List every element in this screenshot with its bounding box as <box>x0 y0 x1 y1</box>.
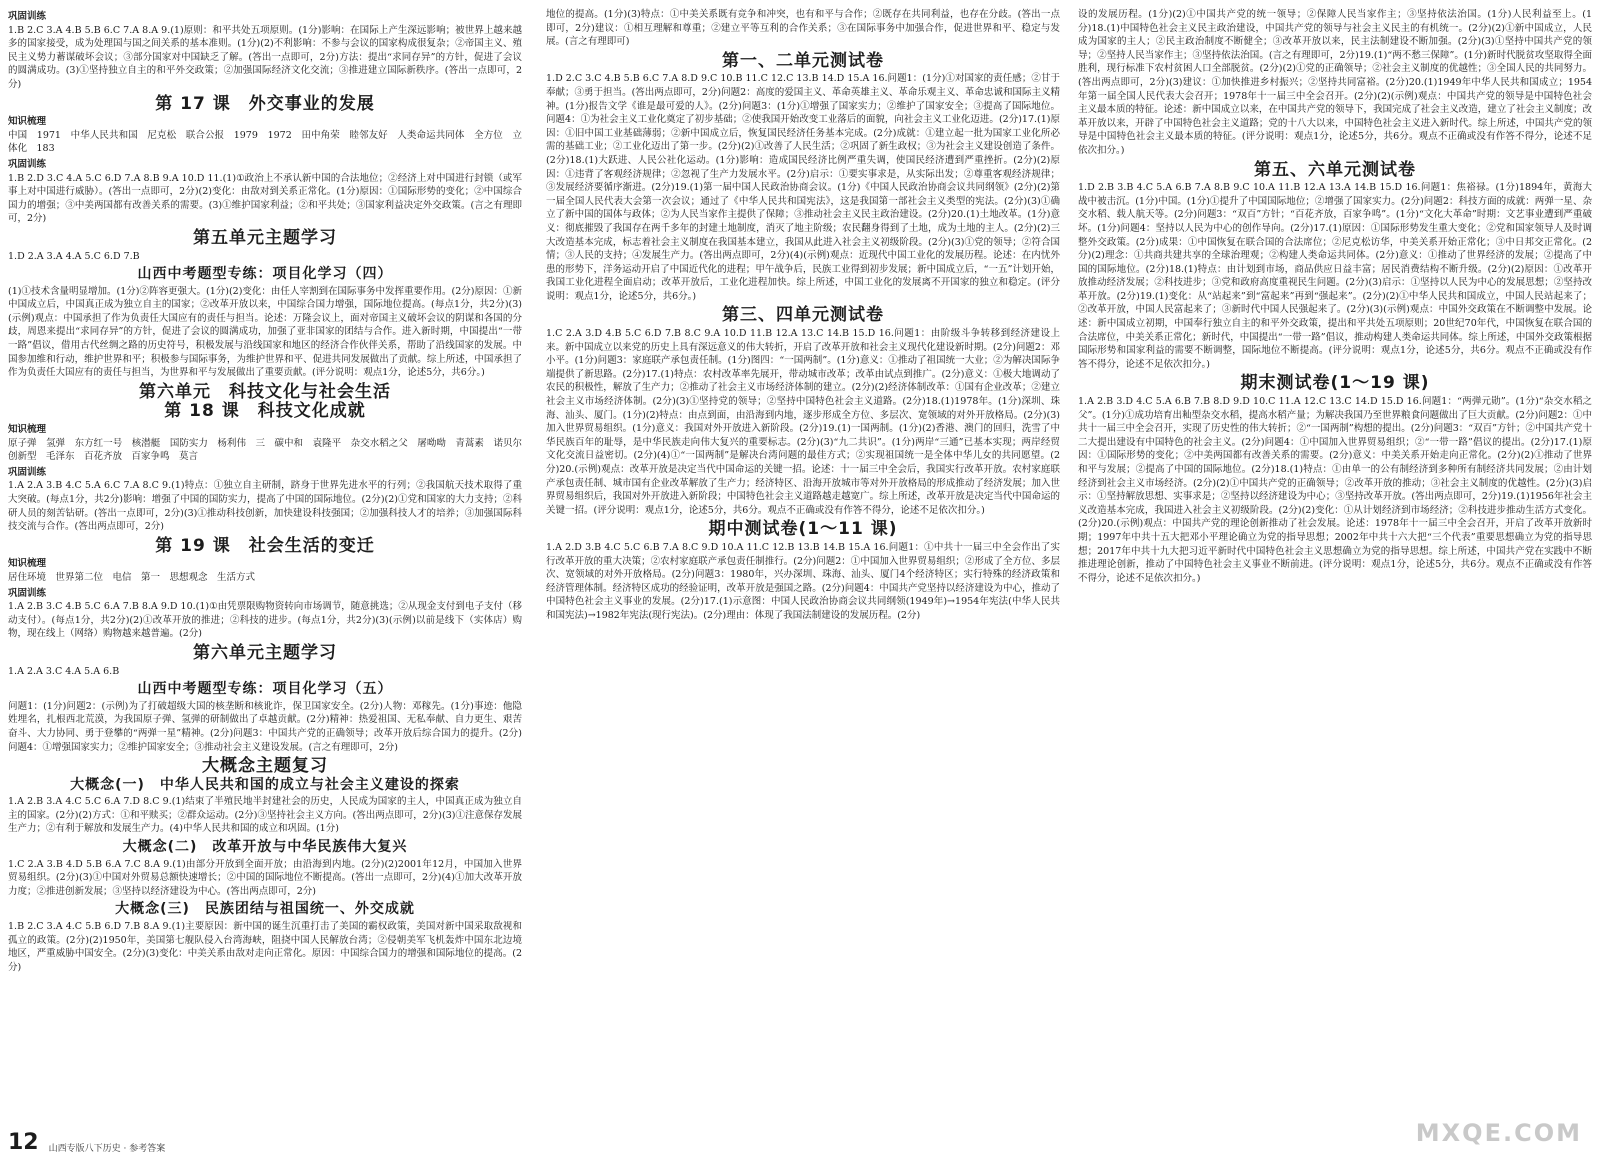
section-label: 巩固训练 <box>8 11 47 22</box>
section-heading: 期末测试卷(1～19 课) <box>1240 373 1430 394</box>
section-label: 巩固训练 <box>8 466 47 478</box>
section-heading: 第 17 课 外交事业的发展 <box>155 93 375 114</box>
sub-heading: 大概念(二) 改革开放与中华民族伟大复兴 <box>122 839 408 856</box>
section-label: 知识梳理 <box>8 558 47 570</box>
column-left <box>8 8 532 1128</box>
footer-text: 山西专版八下历史 · 参考答案 <box>48 1144 166 1154</box>
answer-paragraph: 中国 1971 中华人民共和国 尼克松 联合公报 1979 1972 田中角荣 睦邻友好 人类命运共同体 全方位 立体化 183 <box>8 129 522 155</box>
answer-paragraph: 设的发展历程。(1分)(2)①中国共产党的统一领导；②保障人民当家作主；③坚持依法治国。(1分)人民利益至上。(1分)18.(1)中国特色社会主义民主政治建设，中国共产党的领导与社会主义民主的有机统一。(2分)(2)①新中国成立，人民成为国家的主人；②民主政治制度不断健全；③改革开放以来，民主法制建设不断加强。(2分)(3)①坚持中国共产党的领导；②坚持人民当家作主；③坚持依法治国。(言之有理即可，2分)19.(1)“两不愁三保障”。(1分)新时代脱贫攻坚取得全面胜利，现行标准下农村贫困人口全部脱贫。(2分)(2)①党的正确领导；②社会主义制度的优越性；③全国人民的共同努力。(答出两点即可，2分)(3)建议：①加快推进乡村振兴；②坚持共同富裕。(2分)20.(1)1949年中华人民共和国成立；1954年第一届全国人民代表大会召开；1978年十一届三中全会召开。(2分)(2)(示例)观点：中国共产党的领导是中国特色社会主义最本质的特征。论述：新中国成立以来，在中国共产党的领导下，我国完成了社会主义改造，建立了社会主义制度；改革开放以来，开辟了中国特色社会主义道路；党的十八大以来，中国特色社会主义进入新时代。综上所述，中国共产党的领导是中国特色社会主义最本质的特征。(评分说明：观点1分，论述5分，共6分。观点不正确或没有作答不得分，论述不足依次扣分。) <box>1078 9 1592 156</box>
answer-paragraph: 1.B 2.D 3.C 4.A 5.C 6.D 7.A 8.B 9.A 10.D 11.(1)①政治上不承认新中国的合法地位；②经济上对中国进行封锁（或军事上对中国进行威胁）。(答出一点即可，2分)(2)变化：由敌对到关系正常化。(1分)原因：①国际形势的变化；②中国综合国力的增强；③中美两国都有改善关系的需要。(3)①维护国家利益；②和平共处；③国家利益决定外交政策。(言之有理即可，2分) <box>8 172 522 225</box>
section-label: 巩固训练 <box>8 587 47 599</box>
section-heading: 第五、六单元测试卷 <box>1254 159 1416 180</box>
section-heading: 第五单元主题学习 <box>193 227 337 248</box>
sub-heading: 大概念(一) 中华人民共和国的成立与社会主义建设的探索 <box>70 776 460 793</box>
answer-paragraph: (1)①技术含量明显增加。(1分)②阵容更强大。(1分)(2)变化：由任人宰割到在国际事务中发挥重要作用。(2分)原因：①新中国成立后，中国真正成为独立自主的国家；②改革开放以来，中国综合国力增强，国际地位提高。(每点1分，共2分)(3)(示例)观点：中国承担了作为负责任大国应有的责任与担当。论述：万隆会议上，面对帝国主义破坏会议的阴谋和各国的分歧，周恩来提出“求同存异”的方针，促进了会议的圆满成功，加强了亚非国家的团结与合作。进入新时期，中国提出“一带一路”倡议，借用古代丝绸之路的历史符号，积极发展与沿线国家和地区的经济合作伙伴关系，帮助了沿线国家的发展。中国参加维和行动，维护世界和平；积极参与国际事务，为维护世界和平、促进共同发展做出了贡献。综上所述，中国承担了作为负责任大国应有的责任与担当，为世界和平与发展做出了重要贡献。(评分说明：观点1分，论述5分，共6分。) <box>8 285 522 379</box>
answer-paragraph: 1.A 2.B 3.A 4.C 5.C 6.A 7.D 8.C 9.(1)结束了半殖民地半封建社会的历史，人民成为国家的主人，中国真正成为独立自主的国家。(2分)(2)方式：①和平赎买；②群众运动。(2分)③坚持社会主义方向。(答出两点即可，2分)(3)①注意保存发展生产力；②有利于解放和发展生产力。(4)中华人民共和国的成立和巩固。(1分) <box>8 796 522 835</box>
watermark-text: MXQE.COM <box>1415 1119 1582 1147</box>
page-footer <box>8 1132 165 1154</box>
column-middle <box>546 8 1060 1128</box>
answer-paragraph: 居住环境 世界第二位 电信 第一 思想观念 生活方式 <box>8 571 256 583</box>
answer-paragraph: 1.A 2.A 3.C 4.A 5.A 6.B <box>8 665 120 677</box>
answer-paragraph: 1.A 2.D 3.B 4.C 5.C 6.B 7.A 8.C 9.D 10.A 11.C 12.B 13.B 14.B 15.A 16.问题1：①中共十一届三中全会作出了实行改革开放的重大决策；②农村家庭联产承包责任制推行。(2分)问题2：①中国加入世界贸易组织；②形成了全方位、多层次、宽领域的对外开放格局。(2分)问题3：1980年，兴办深圳、珠海、汕头、厦门4个经济特区；实行特殊的经济政策和经济管理体制。经济特区成功的经验证明，改革开放是强国之路。(2分)问题4：中国共产党坚持以经济建设为中心，推动了中国特色社会主义事业的发展。(2分)17.(1)示意图：中国人民政治协商会议共同纲领(1949年)→1954年宪法(中华人民共和国宪法)→1982年宪法(现行宪法)。(2分)理由：体现了我国法制建设的发展历程。(2分) <box>546 541 1060 621</box>
section-heading: 第 18 课 科技文化成就 <box>164 401 366 422</box>
section-heading: 第三、四单元测试卷 <box>722 305 884 326</box>
section-label: 巩固训练 <box>8 158 47 170</box>
answer-paragraph: 1.B 2.C 3.A 4.C 5.B 6.D 7.B 8.A 9.(1)主要原因：新中国的诞生沉重打击了美国的霸权政策，美国对新中国采取敌视和孤立的政策。(2分)(2)1950年，美国第七舰队侵入台湾海峡，阻挠中国人民解放台湾；②侵朝美军飞机轰炸中国东北边境地区，严重威胁中国安全。(2分)(3)变化：中美关系由敌对走向正常化。原因：中国综合国力的增强和国际地位的提高。(2分) <box>8 921 522 973</box>
answer-paragraph: 1.D 2.A 3.A 4.A 5.C 6.D 7.B <box>8 250 140 262</box>
section-label: 知识梳理 <box>8 424 47 436</box>
section-heading: 大概念主题复习 <box>202 756 328 777</box>
answer-paragraph: 1.C 2.A 3.B 4.D 5.B 6.A 7.C 8.A 9.(1)由部分开放到全面开放；由沿海到内地。(2分)(2)2001年12月，中国加入世界贸易组织。(2分)(3)①中国对外贸易总额快速增长；②中国的国际地位不断提高。(答出一点即可，2分)(4)①加大改革开放力度；②推进创新发展；③坚持以经济建设为中心。(答出两点即可，2分) <box>8 858 522 897</box>
answer-paragraph: 1.B 2.C 3.A 4.B 5.B 6.C 7.A 8.A 9.(1)原则：和平共处五项原则。(1分)影响：在国际上产生深远影响；被世界上越来越多的国家接受，成为处理国与国之间关系的基本准则。(1分)(2)不利影响：不参与会议的国家构成很复杂；②帝国主义、殖民主义势力蓄谋破坏会议；③部分国家对中国缺乏了解。(答出一点即可，2分)方法：提出“求同存异”的方针，促进了会议的圆满成功。(3)①坚持独立自主的和平外交政策；②加强国际经济文化交流；③推进建立国际新秩序。(答出一点即可，2分) <box>8 24 522 90</box>
answer-paragraph: 1.A 2.B 3.C 4.B 5.C 6.A 7.B 8.A 9.D 10.(1)①由凭票限购物资转向市场调节，随意挑选；②从现金支付到电子支付（移动支付）。(每点1分，共2分)(2)①改革开放的推进；②科技的进步。(每点1分，共2分)(3)(示例)以前是线下（实体店）购物，现在线上（网络）购物越来越普遍。(2分) <box>8 601 522 640</box>
answer-paragraph: 1.A 2.A 3.B 4.C 5.A 6.C 7.A 8.C 9.(1)特点：①独立自主研制，跻身于世界先进水平的行列；②我国航天技术取得了重大突破。(每点1分，共2分)影响：增强了中国的国防实力，提高了中国的国际地位。(2分)(2)①党和国家的大力支持；②科研人员的刻苦钻研。(答出一点即可，2分)(3)①推动科技创新，加快建设科技强国；②加强科技人才的培养；③加强国际科技交流与合作。(答出两点即可，2分) <box>8 480 522 533</box>
section-heading: 第六单元 科技文化与社会生活 <box>139 381 391 402</box>
section-heading: 第六单元主题学习 <box>193 642 337 663</box>
page-number: 12 <box>8 1130 39 1155</box>
section-heading: 期中测试卷(1～11 课) <box>708 519 898 540</box>
answer-paragraph: 1.D 2.C 3.C 4.B 5.B 6.C 7.A 8.D 9.C 10.B 11.C 12.C 13.B 14.D 15.A 16.问题1：(1分)①对国家的责任感；②甘于奉献；③勇于担当。(答出两点即可，2分)问题2：高度的爱国主义、革命英雄主义、革命乐观主义、革命忠诚和国际主义精神。(1分)报告文学《谁是最可爱的人》。(2分)问题3：(1分)①增强了国家实力；②维护了国家安全；③提高了国际地位。问题4：①为社会主义工业化奠定了初步基础；②使我国开始改变工业落后的面貌，向社会主义工业化迈进。(2分)17.(1)原因：①旧中国工业基础薄弱；②新中国成立后，恢复国民经济任务基本完成。(2分)成就：①建立起一批为国家工业化所必需的基础工业；②工业化迈出了第一步。(2分)(2)①改善了人民生活；②巩固了新生政权；③为社会主义建设创造了条件。(2分)18.(1)大跃进、人民公社化运动。(1分)影响：造成国民经济比例严重失调，使国民经济遭到严重挫折。(2分)(2)原因：①违背了客观经济规律；②忽视了生产力发展水平。(2分)启示：①要实事求是，从实际出发；②尊重客观经济规律；③发展经济要循序渐进。(2分)19.(1)第一届中国人民政治协商会议。(1分)《中国人民政治协商会议共同纲领》(2分)(2)第一届全国人民代表大会第一次会议；通过了《中华人民共和国宪法》，这是我国第一部社会主义类型的宪法。(2分)(3)①确立了新中国的国体与政体；②为人民当家作主提供了保障；③推动社会主义民主政治建设。(2分)20.(1)土地改革。(1分)意义：彻底摧毁了我国存在两千多年的封建土地制度，消灭了地主阶级；农民翻身得到了土地，成为土地的主人。(2分)(2)三大改造基本完成，标志着社会主义制度在我国基本建立，我国从此进入社会主义初级阶段。(2分)(3)①党的领导；②符合国情；③人民的支持；④发展生产力。(答出两点即可，2分)(4)(示例)观点：近现代中国工业化的发展历程。论述：在内忧外患的形势下，洋务运动开启了中国近代化的进程；甲午战争后，民族工业得到初步发展；新中国成立后，“一五”计划开始，我国工业化进程全面启动；改革开放后，工业化进程加快。综上所述，中国工业化的发展离不开国家的独立和稳定。(评分说明：观点1分，论述5分，共6分。) <box>546 73 1060 302</box>
sub-heading: 山西中考题型专练：项目化学习（四） <box>137 266 393 283</box>
answer-paragraph: 原子弹 氢弹 东方红一号 核潜艇 国防实力 杨利伟 三 碳中和 袁隆平 杂交水稻之父 屠呦呦 青蒿素 诺贝尔 创新型 毛泽东 百花齐放 百家争鸣 莫言 <box>8 437 532 463</box>
answer-paragraph: 1.D 2.B 3.B 4.C 5.A 6.B 7.A 8.B 9.C 10.A 11.B 12.A 13.A 14.B 15.D 16.问题1：焦裕禄。(1分)1894年，黄海大战中被击沉。(1分)中国。(1分)①提升了中国国际地位；②增强了国家实力。(2分)问题2：科技方面的成就：两弹一星、杂交水稻、载人航天等。(2分)问题3：“双百”方针；“百花齐放，百家争鸣”。(1分)“文化大革命”时期：文艺事业遭到严重破坏。(1分)问题4：坚持以人民为中心的创作导向。(2分)17.(1)原因：①国际形势发生重大变化；②党和国家领导人及时调整外交政策。(2分)成果：①中国恢复在联合国的合法席位；②尼克松访华，中美关系开始正常化；③中日邦交正常化。(2分)(2)理念：①共商共建共享的全球治理观；②构建人类命运共同体。(2分)意义：①推动了世界经济的发展；②提高了中国的国际地位。(2分)18.(1)特点：由计划到市场，商品供应日益丰富；居民消费结构不断升级。(2分)(2)原因：①改革开放推动经济发展；②科技进步；③党和政府高度重视民生问题。(2分)(3)启示：①坚持以人民为中心的发展思想；②坚持改革开放。(2分)19.(1)变化：从“站起来”到“富起来”再到“强起来”。(2分)(2)①中华人民共和国成立，中国人民站起来了；②改革开放，中国人民富起来了；③新时代中国人民强起来了。(2分)(3)(示例)观点：中国外交政策在不断调整中发展。论述：新中国成立初期，中国奉行独立自主的和平外交政策，提出和平共处五项原则；20世纪70年代，中国恢复在联合国的合法席位，中美关系正常化；新时代，中国提出“一带一路”倡议，推动构建人类命运共同体。综上所述，中国外交政策根据国际形势和国家利益的需要不断调整，国际地位不断提高。(评分说明：观点1分，论述5分，共6分。观点不正确或没有作答不得分，论述不足依次扣分。) <box>1078 182 1592 370</box>
section-heading: 第 19 课 社会生活的变迁 <box>155 535 375 556</box>
section-label: 知识梳理 <box>8 116 47 128</box>
answer-paragraph: 1.C 2.A 3.D 4.B 5.C 6.D 7.B 8.C 9.A 10.D 11.B 12.A 13.C 14.B 15.D 16.问题1：由阶级斗争转移到经济建设上来。新中国成立以来党的历史上具有深远意义的伟大转折，开启了改革开放和社会主义现代化建设新时期。(2分)问题2：邓小平。(1分)问题3：家庭联产承包责任制。(1分)图四：“一国两制”。(1分)意义：①推动了祖国统一大业；②为解决国际争端提供了新思路。(2分)17.(1)特点：农村改革率先展开，带动城市改革；改革由试点到推广。(2分)意义：①极大地调动了农民的积极性，解放了生产力；②推动了社会主义市场经济体制的建立。(2分)(2)经济体制改革：①国有企业改革；②建立社会主义市场经济体制。(2分)(3)①坚持党的领导；②坚持中国特色社会主义道路。(2分)18.(1)1978年。(1分)深圳、珠海、汕头、厦门。(1分)(2)特点：由点到面，由沿海到内地，逐步形成全方位、多层次、宽领域的对外开放格局。(2分)(3)加入世界贸易组织。(1分)意义：我国对外开放进入新阶段。(2分)19.(1)一国两制。(1分)(2)香港、澳门的回归，洗雪了中华民族百年的耻辱，是中华民族走向伟大复兴的重要标志。(2分)(3)“九二共识”。(1分)两岸“三通”已基本实现；两岸经贸文化交流日益密切。(2分)(4)①“一国两制”是解决台湾问题的最佳方式；②实现祖国统一是全体中华儿女的共同愿望。(2分)20.(示例)观点：改革开放是决定当代中国命运的关键一招。论述：十一届三中全会后，我国实行改革开放。农村家庭联产承包责任制、城市国有企业改革解放了生产力；经济特区、沿海开放城市等对外开放格局的形成推动了经济发展；加入世界贸易组织后，我国对外开放进入新阶段；中国特色社会主义道路越走越宽广。综上所述，改革开放是决定当代中国命运的关键一招。(评分说明：观点1分，论述5分，共6分。观点不正确或没有作答不得分，论述不足依次扣分。) <box>546 328 1060 516</box>
section-heading: 第一、二单元测试卷 <box>722 50 884 71</box>
answer-paragraph: 问题1：(1分)问题2：(示例)为了打破超级大国的核垄断和核讹诈，保卫国家安全。(2分)人物：邓稼先。(1分)事迹：他隐姓埋名，扎根西北荒漠，为我国原子弹、氢弹的研制做出了卓越贡献。(2分)精神：热爱祖国、无私奉献、自力更生、艰苦奋斗、大力协同、勇于登攀的“两弹一星”精神。(2分)问题3：中国共产党的正确领导；改革开放后综合国力的提升。(2分)问题4：①增强国家实力；②维护国家安全；③推动社会主义建设发展。(言之有理即可，2分) <box>8 700 522 753</box>
answer-paragraph: 地位的提高。(1分)(3)特点：①中美关系既有竞争和冲突，也有和平与合作；②既存在共同利益，也存在分歧。(答出一点即可，2分)建议：①相互理解和尊重；②建立平等互利的合作关系；③在国际事务中加强合作，促进世界和平、稳定与发展。(言之有理即可) <box>546 9 1060 48</box>
sub-heading: 大概念(三) 民族团结与祖国统一、外交成就 <box>115 901 415 918</box>
sub-heading: 山西中考题型专练：项目化学习（五） <box>137 681 393 698</box>
answer-paragraph: 1.A 2.B 3.D 4.C 5.A 6.B 7.B 8.D 9.D 10.C 11.A 12.C 13.C 14.D 15.D 16.问题1：“两弹元勋”。(1分)“杂交水稻之父”。(1分)①成功培育出籼型杂交水稻，提高水稻产量；为解决我国乃至世界粮食问题做出了巨大贡献。(2分)问题2：①中共十一届三中全会召开，实现了历史性的伟大转折；②“一国两制”构想的提出。(2分)问题3：“双百”方针；②中国共产党十二大提出建设有中国特色的社会主义。(2分)问题4：①中国加入世界贸易组织；②“一带一路”倡议的提出。(2分)17.(1)原因：①国际形势的变化；②中美两国都有改善关系的需要。(2分)意义：中美关系开始走向正常化。(2分)(2)①推动了世界和平与发展；②提高了中国的国际地位。(2分)18.(1)特点：①由单一的公有制经济到多种所有制经济共同发展；②由计划经济到社会主义市场经济。(2分)(2)①中国共产党的正确领导；②改革开放的推动；③社会主义制度的优越性。(2分)(3)启示：①坚持解放思想、实事求是；②坚持以经济建设为中心；③坚持改革开放。(答出两点即可，2分)19.(1)1956年社会主义改造基本完成，我国进入社会主义初级阶段。(2分)(2)变化：①从计划经济到市场经济；②科技进步推动生活方式变化。(2分)20.(示例)观点：中国共产党的理论创新推动了社会发展。论述：1978年十一届三中全会召开，开启了改革开放新时期；1997年中共十五大把邓小平理论确立为党的指导思想；2002年中共十六大把“三个代表”重要思想确立为党的指导思想；2017年中共十九大把习近平新时代中国特色社会主义思想确立为党的指导思想。综上所述，中国共产党在实践中不断推进理论创新，推动了中国特色社会主义事业不断前进。(评分说明：观点1分，论述5分，共6分。观点不正确或没有作答不得分，论述不足依次扣分。) <box>1078 396 1592 584</box>
column-right <box>1078 8 1592 1128</box>
